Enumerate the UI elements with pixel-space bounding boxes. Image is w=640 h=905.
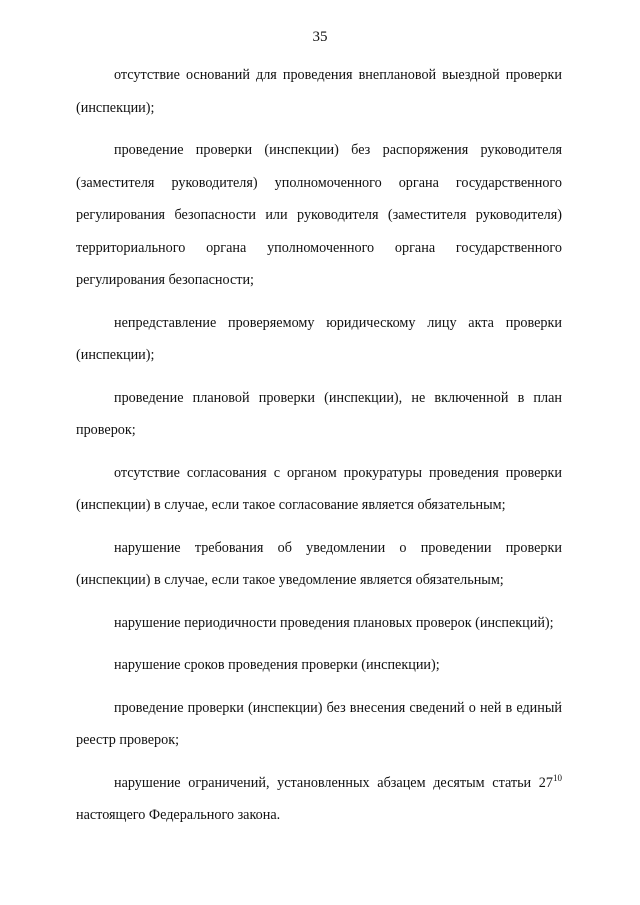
paragraph-last-tail: настоящего Федерального закона. [76,807,281,823]
paragraph: отсутствие согласования с органом прокуратуры проведения проверки (инспекции) в случае, если такое согласование является обязательным; [76,464,562,513]
paragraph: нарушение сроков проведения проверки (инспекции); [114,657,440,673]
paragraph: непредставление проверяемому юридическому лицу акта проверки (инспекции); [76,314,562,363]
paragraph: отсутствие оснований для проведения внеплановой выездной проверки (инспекции); [76,67,562,116]
paragraph: проведение проверки (инспекции) без внесения сведений о ней в единый реестр проверок; [76,699,562,748]
paragraph: проведение проверки (инспекции) без распоряжения руководителя (заместителя руководителя) уполномоченного органа государственного регулирования безопасности или руководителя (заместителя руководителя) территориального органа уполномоченного органа государственного регулирования безопасности; [76,142,562,288]
paragraph: нарушение требования об уведомлении о проведении проверки (инспекции) в случае, если такое уведомление является обязательным; [76,539,562,588]
article-superscript: 10 [553,772,562,783]
page-number: 35 [312,29,328,45]
paragraph: проведение плановой проверки (инспекции), не включенной в план проверок; [76,389,562,438]
paragraph-last-text: нарушение ограничений, установленных абзацем десятым статьи 27 [114,774,553,791]
document-body [76,59,562,842]
paragraph-last [76,767,562,832]
paragraph: нарушение периодичности проведения плановых проверок (инспекций); [114,614,554,631]
